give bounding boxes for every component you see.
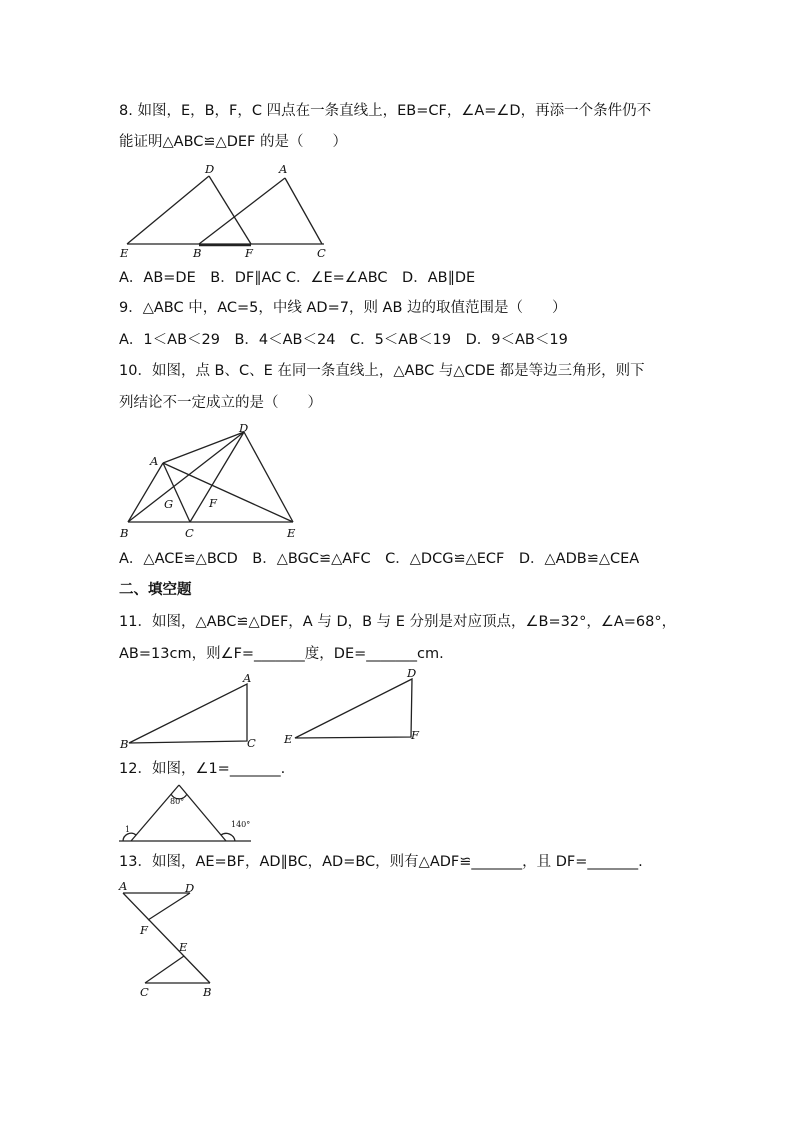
q10-label-D: D [239,421,249,435]
q11-label-D: D [407,666,417,680]
q13-line1: 13．如图，AE=BF，AD∥BC，AD=BC，则有△ADF≌_______，且 DF=_______. [119,854,643,870]
q10-label-G: G [164,497,174,511]
q13-label-D: D [185,881,195,895]
q9-line1: 9．△ABC 中，AC=5，中线 AD=7，则 AB 边的取值范围是（ ） [119,300,567,316]
q10-label-F: F [209,496,217,510]
q8-label-D: D [205,162,215,176]
q8-label-F: F [245,246,253,260]
q10-label-E: E [287,526,296,540]
q8-label-E: E [120,246,129,260]
q13-figure [115,880,220,1000]
q10-label-C: C [185,526,194,540]
q10-figure [119,420,319,545]
q13-label-F: F [140,923,148,937]
q10-label-A: A [150,454,159,468]
q11-figure [119,668,429,753]
q12-figure [119,780,259,848]
q11-label-C: C [247,736,256,750]
q13-label-A: A [119,879,128,893]
q10-label-B: B [120,526,129,540]
section-heading-fill-blank: 二、填空题 [119,582,192,598]
q8-label-B: B [193,246,202,260]
q12-label-1: 1 [125,825,131,834]
q11-label-A: A [243,671,252,685]
q8-figure [119,160,334,260]
q11-label-E: E [284,732,293,746]
q8-label-A: A [279,162,288,176]
q11-label-B: B [120,737,129,751]
q11-label-F: F [411,728,419,742]
q8-line1: 8. 如图，E，B，F，C 四点在一条直线上，EB=CF，∠A=∠D，再添一个条件仍不 [119,103,652,119]
q9-options: A．1＜AB＜29 B．4＜AB＜24 C．5＜AB＜19 D．9＜AB＜19 [119,332,568,348]
q11-line2: AB=13cm，则∠F=_______度，DE=_______cm. [119,646,444,662]
q10-line2: 列结论不一定成立的是（ ） [119,395,322,411]
q12-label-80: 80° [170,797,185,806]
q11-line1: 11．如图，△ABC≌△DEF，A 与 D，B 与 E 分别是对应顶点，∠B=32°，∠A=68°， [119,614,677,630]
q8-options: A．AB=DE B．DF∥AC C．∠E=∠ABC D．AB∥DE [119,270,476,286]
q8-line2: 能证明△ABC≌△DEF 的是（ ） [119,134,347,150]
q13-label-E: E [179,940,188,954]
q13-label-C: C [140,985,149,999]
q10-line1: 10．如图，点 B、C、E 在同一条直线上，△ABC 与△CDE 都是等边三角形，则下 [119,363,645,379]
q12-label-140: 140° [231,820,251,829]
q10-options: A．△ACE≌△BCD B．△BGC≌△AFC C．△DCG≌△ECF D．△ADB≌△CEA [119,551,640,567]
q12-line1: 12．如图，∠1=_______. [119,761,286,777]
q13-label-B: B [203,985,212,999]
q8-label-C: C [317,246,326,260]
